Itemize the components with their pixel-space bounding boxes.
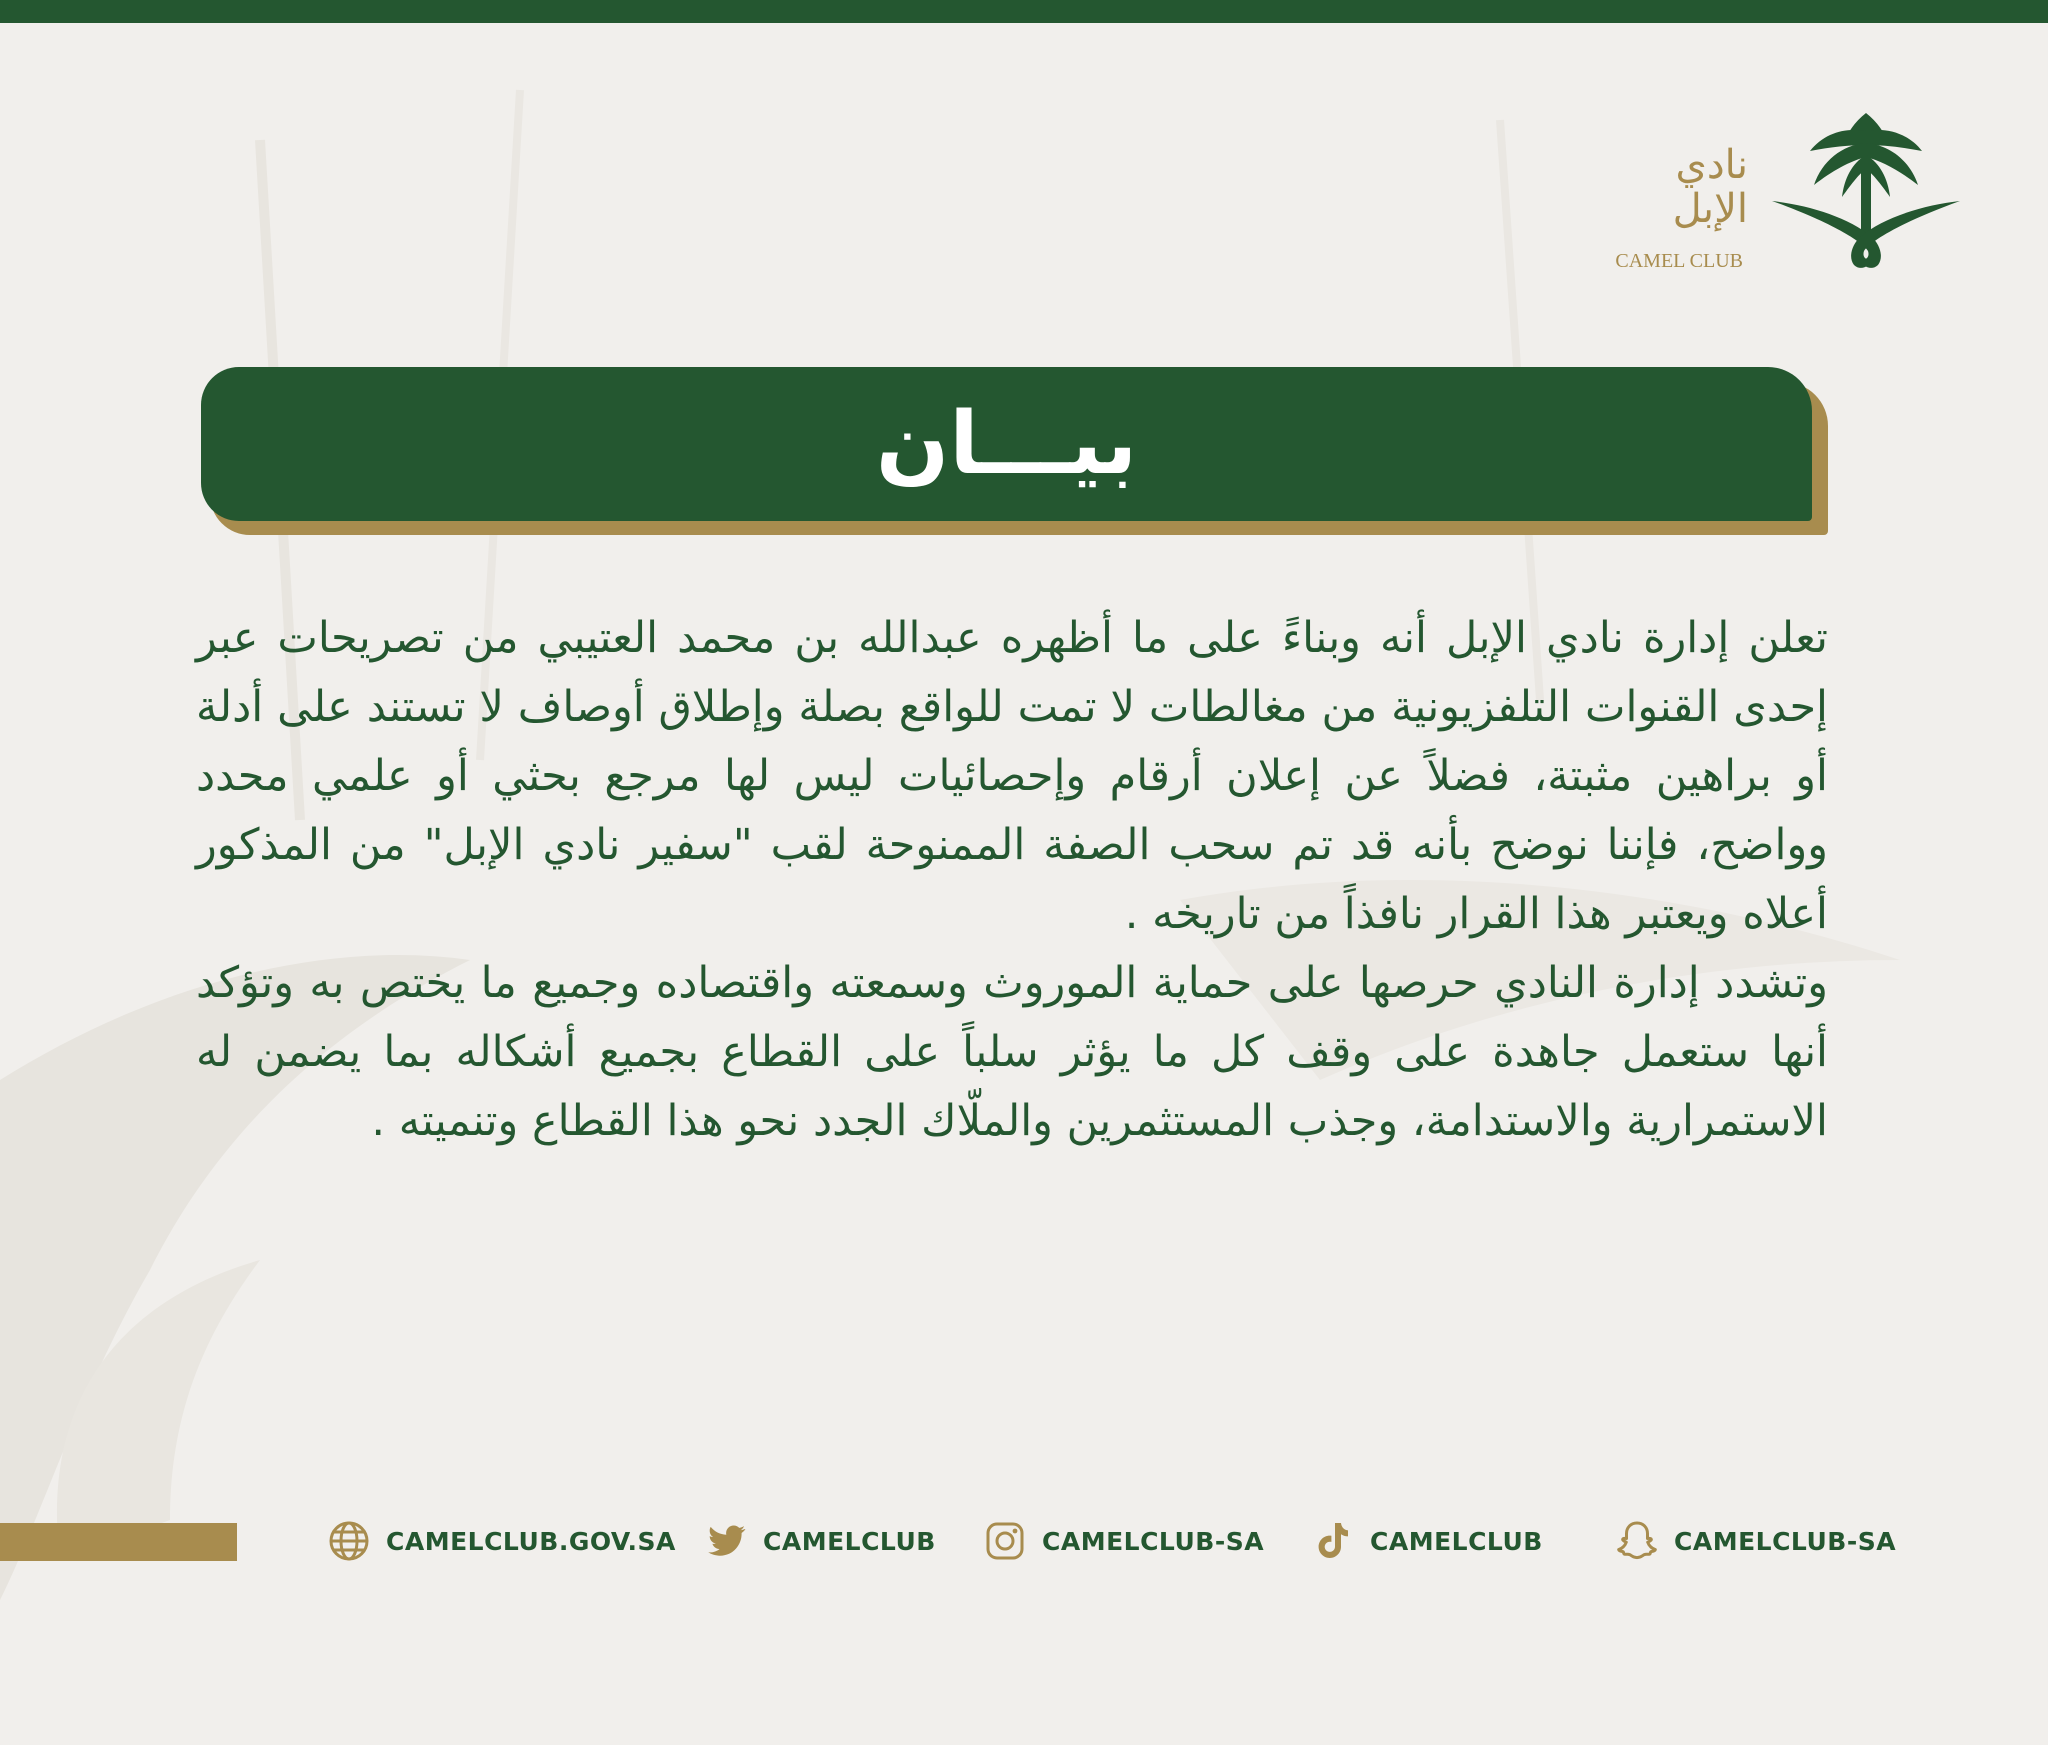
- statement-paragraph-1: تعلن إدارة نادي الإبل أنه وبناءً على ما أظهره عبدالله بن محمد العتيبي من تصريحات عبر إحدى القنوات التلفزيونية من مغالطات لا تمت للواقع بصلة وإطلاق أوصاف لا تستند على أدلة أو براهين مثبتة، فضلاً عن إعلان أرقام وإحصائيات ليس لها مرجع بحثي أو علمي محدد وواضح، فإننا نوضح بأنه قد تم سحب الصفة الممنوحة لقب "سفير نادي الإبل" من المذكور أعلاه ويعتبر هذا القرار نافذاً من تاريخه .: [196, 613, 1828, 939]
- footer-tiktok[interactable]: [1310, 1517, 1543, 1565]
- footer-website[interactable]: [326, 1517, 676, 1565]
- footer-twitter[interactable]: [703, 1517, 936, 1565]
- tiktok-label: CAMELCLUB: [1370, 1526, 1543, 1556]
- logo-english-name: CAMEL CLUB: [1615, 250, 1743, 272]
- globe-icon: [326, 1518, 372, 1564]
- snapchat-icon: [1614, 1518, 1660, 1564]
- instagram-label: CAMELCLUB-SA: [1042, 1526, 1265, 1556]
- logo-arabic-line-2: الإبل: [1672, 186, 1748, 232]
- website-label: CAMELCLUB.GOV.SA: [386, 1526, 676, 1556]
- palm-swords-emblem-icon: [1768, 105, 1964, 285]
- statement-paragraph-2: وتشدد إدارة النادي حرصها على حماية الموروث وسمعته واقتصاده وجميع ما يختص به وتؤكد أنها ستعمل جاهدة على وقف كل ما يؤثر سلباً على القطاع بجميع أشكاله بما يضمن له الاستمرارية والاستدامة، وجذب المستثمرين والملّاك الجدد نحو هذا القطاع وتنميته .: [196, 958, 1828, 1146]
- statement-body: [196, 604, 1828, 1156]
- twitter-icon: [703, 1518, 749, 1564]
- logo-arabic-line-1: نادي: [1675, 142, 1748, 188]
- twitter-label: CAMELCLUB: [763, 1526, 936, 1556]
- top-accent-bar: [0, 0, 2048, 23]
- footer-instagram[interactable]: [982, 1517, 1264, 1565]
- camel-club-logo: [1600, 105, 1960, 285]
- tiktok-icon: [1310, 1518, 1356, 1564]
- instagram-icon: [982, 1518, 1028, 1564]
- footer-accent-bar: [0, 1523, 237, 1561]
- snapchat-label: CAMELCLUB-SA: [1674, 1526, 1897, 1556]
- logo-arabic-name: [1673, 143, 1748, 231]
- title-banner: [201, 367, 1812, 521]
- page-title: بيـــان: [875, 394, 1138, 494]
- footer-snapchat[interactable]: [1614, 1517, 1896, 1565]
